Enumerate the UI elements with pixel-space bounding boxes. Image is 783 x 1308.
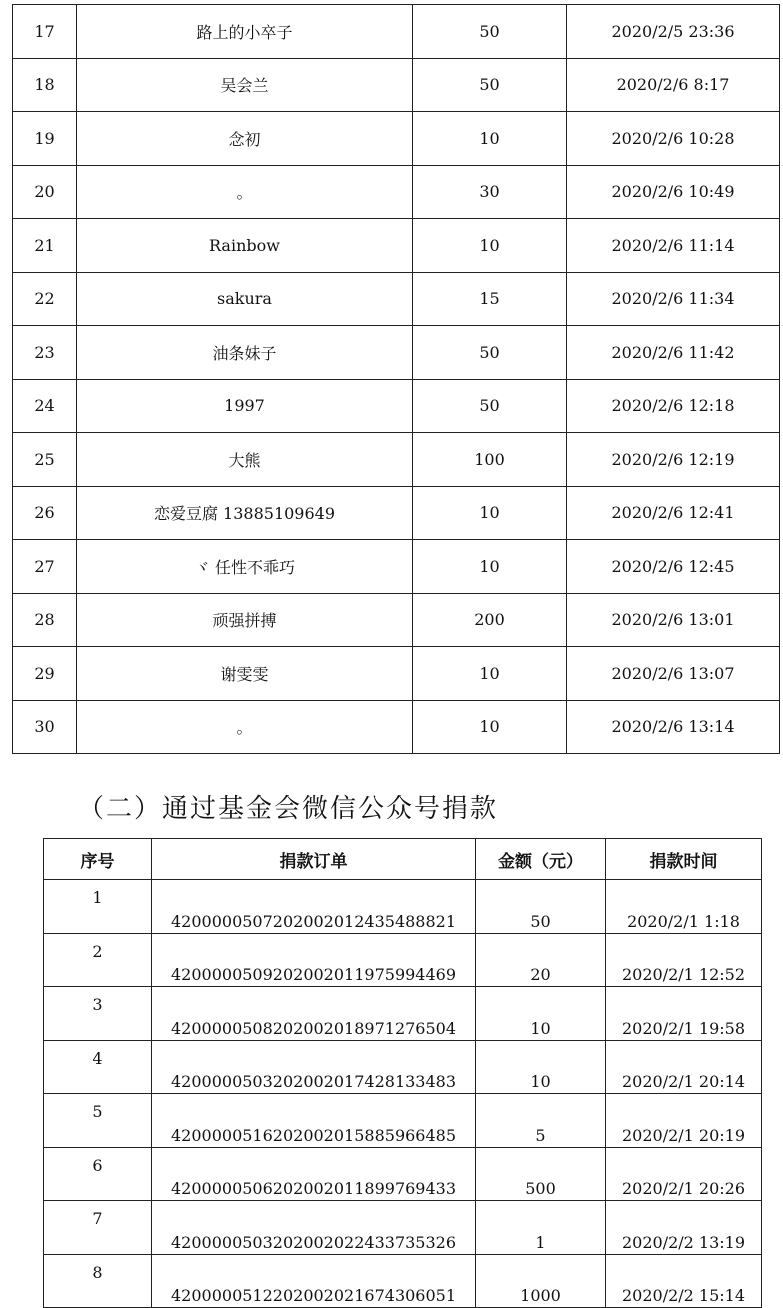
cell-time: 2020/2/5 23:36	[567, 5, 780, 59]
cell-seq: 23	[13, 326, 77, 380]
table-row	[13, 219, 780, 273]
header-seq: 序号	[44, 839, 152, 880]
cell-donor-name: 。	[77, 165, 413, 219]
cell-order-id: 4200000512202002021674306051	[152, 1254, 476, 1308]
cell-time: 2020/2/6 13:14	[567, 700, 780, 754]
cell-time: 2020/2/1 20:19	[606, 1094, 762, 1148]
table-row	[44, 933, 762, 987]
cell-time: 2020/2/6 13:07	[567, 647, 780, 701]
cell-donor-name: 谢雯雯	[77, 647, 413, 701]
cell-amount: 10	[476, 987, 606, 1041]
cell-amount: 20	[476, 933, 606, 987]
table-row	[13, 326, 780, 380]
wechat-donation-table-body	[44, 880, 762, 1308]
cell-seq: 22	[13, 272, 77, 326]
section-title: （二）通过基金会微信公众号捐款	[78, 794, 499, 824]
cell-time: 2020/2/6 12:18	[567, 379, 780, 433]
header-order: 捐款订单	[152, 839, 476, 880]
header-time: 捐款时间	[606, 839, 762, 880]
cell-amount: 100	[413, 433, 567, 487]
table-row	[13, 58, 780, 112]
cell-time: 2020/2/6 12:45	[567, 540, 780, 594]
table-row	[44, 1147, 762, 1201]
cell-time: 2020/2/6 11:14	[567, 219, 780, 273]
cell-time: 2020/2/2 13:19	[606, 1201, 762, 1255]
cell-donor-name: Rainbow	[77, 219, 413, 273]
cell-seq: 21	[13, 219, 77, 273]
cell-amount: 10	[413, 112, 567, 166]
cell-order-id: 4200000503202002017428133483	[152, 1040, 476, 1094]
cell-time: 2020/2/1 12:52	[606, 933, 762, 987]
cell-seq: 27	[13, 540, 77, 594]
cell-seq: 20	[13, 165, 77, 219]
table-row	[13, 433, 780, 487]
cell-amount: 50	[476, 880, 606, 934]
cell-seq: 2	[44, 933, 152, 987]
cell-amount: 30	[413, 165, 567, 219]
cell-time: 2020/2/6 11:42	[567, 326, 780, 380]
cell-donor-name: 顽强拼搏	[77, 593, 413, 647]
table-row	[13, 647, 780, 701]
cell-seq: 25	[13, 433, 77, 487]
cell-donor-name: 路上的小卒子	[77, 5, 413, 59]
cell-order-id: 4200000507202002012435488821	[152, 880, 476, 934]
table-row	[13, 5, 780, 59]
cell-seq: 17	[13, 5, 77, 59]
cell-time: 2020/2/6 13:01	[567, 593, 780, 647]
cell-amount: 50	[413, 5, 567, 59]
table-header-row	[44, 839, 762, 880]
cell-amount: 200	[413, 593, 567, 647]
cell-amount: 10	[413, 540, 567, 594]
table-row	[13, 272, 780, 326]
wechat-donation-table	[43, 838, 762, 1308]
cell-seq: 24	[13, 379, 77, 433]
table-row	[44, 880, 762, 934]
cell-seq: 6	[44, 1147, 152, 1201]
cell-amount: 10	[413, 219, 567, 273]
cell-time: 2020/2/6 11:34	[567, 272, 780, 326]
cell-time: 2020/2/2 15:14	[606, 1254, 762, 1308]
cell-donor-name: 1997	[77, 379, 413, 433]
table-row	[13, 379, 780, 433]
cell-amount: 50	[413, 326, 567, 380]
cell-amount: 50	[413, 58, 567, 112]
cell-amount: 10	[413, 700, 567, 754]
cell-amount: 10	[476, 1040, 606, 1094]
cell-time: 2020/2/1 20:14	[606, 1040, 762, 1094]
table-row	[13, 540, 780, 594]
cell-order-id: 4200000516202002015885966485	[152, 1094, 476, 1148]
cell-seq: 30	[13, 700, 77, 754]
cell-donor-name: 。	[77, 700, 413, 754]
cell-seq: 7	[44, 1201, 152, 1255]
cell-time: 2020/2/6 10:28	[567, 112, 780, 166]
cell-seq: 3	[44, 987, 152, 1041]
table-row	[13, 593, 780, 647]
table-row	[13, 112, 780, 166]
cell-amount: 1000	[476, 1254, 606, 1308]
cell-amount: 10	[413, 486, 567, 540]
cell-time: 2020/2/1 19:58	[606, 987, 762, 1041]
table-row	[44, 987, 762, 1041]
cell-donor-name: 吴会兰	[77, 58, 413, 112]
table-row	[44, 1201, 762, 1255]
donation-table-individuals	[12, 4, 780, 754]
cell-amount: 1	[476, 1201, 606, 1255]
header-amount: 金额（元）	[476, 839, 606, 880]
table-row	[13, 165, 780, 219]
cell-donor-name: 大熊	[77, 433, 413, 487]
cell-time: 2020/2/6 12:19	[567, 433, 780, 487]
cell-order-id: 4200000509202002011975994469	[152, 933, 476, 987]
cell-amount: 50	[413, 379, 567, 433]
cell-time: 2020/2/1 20:26	[606, 1147, 762, 1201]
cell-seq: 8	[44, 1254, 152, 1308]
cell-order-id: 4200000508202002018971276504	[152, 987, 476, 1041]
donation-table-body	[13, 5, 780, 754]
table-row	[44, 1040, 762, 1094]
table-row	[44, 1094, 762, 1148]
table-row	[13, 700, 780, 754]
cell-amount: 10	[413, 647, 567, 701]
cell-amount: 500	[476, 1147, 606, 1201]
cell-donor-name: 恋爱豆腐 13885109649	[77, 486, 413, 540]
table-row	[44, 1254, 762, 1308]
cell-donor-name: ヾ 任性不乖巧	[77, 540, 413, 594]
cell-amount: 15	[413, 272, 567, 326]
cell-donor-name: 油条妹子	[77, 326, 413, 380]
cell-amount: 5	[476, 1094, 606, 1148]
cell-seq: 19	[13, 112, 77, 166]
cell-seq: 18	[13, 58, 77, 112]
table-row	[13, 486, 780, 540]
cell-time: 2020/2/6 8:17	[567, 58, 780, 112]
cell-seq: 28	[13, 593, 77, 647]
cell-seq: 4	[44, 1040, 152, 1094]
cell-seq: 1	[44, 880, 152, 934]
cell-seq: 5	[44, 1094, 152, 1148]
cell-donor-name: 念初	[77, 112, 413, 166]
cell-order-id: 4200000503202002022433735326	[152, 1201, 476, 1255]
cell-donor-name: sakura	[77, 272, 413, 326]
cell-time: 2020/2/6 12:41	[567, 486, 780, 540]
cell-order-id: 4200000506202002011899769433	[152, 1147, 476, 1201]
cell-time: 2020/2/1 1:18	[606, 880, 762, 934]
cell-time: 2020/2/6 10:49	[567, 165, 780, 219]
cell-seq: 26	[13, 486, 77, 540]
cell-seq: 29	[13, 647, 77, 701]
